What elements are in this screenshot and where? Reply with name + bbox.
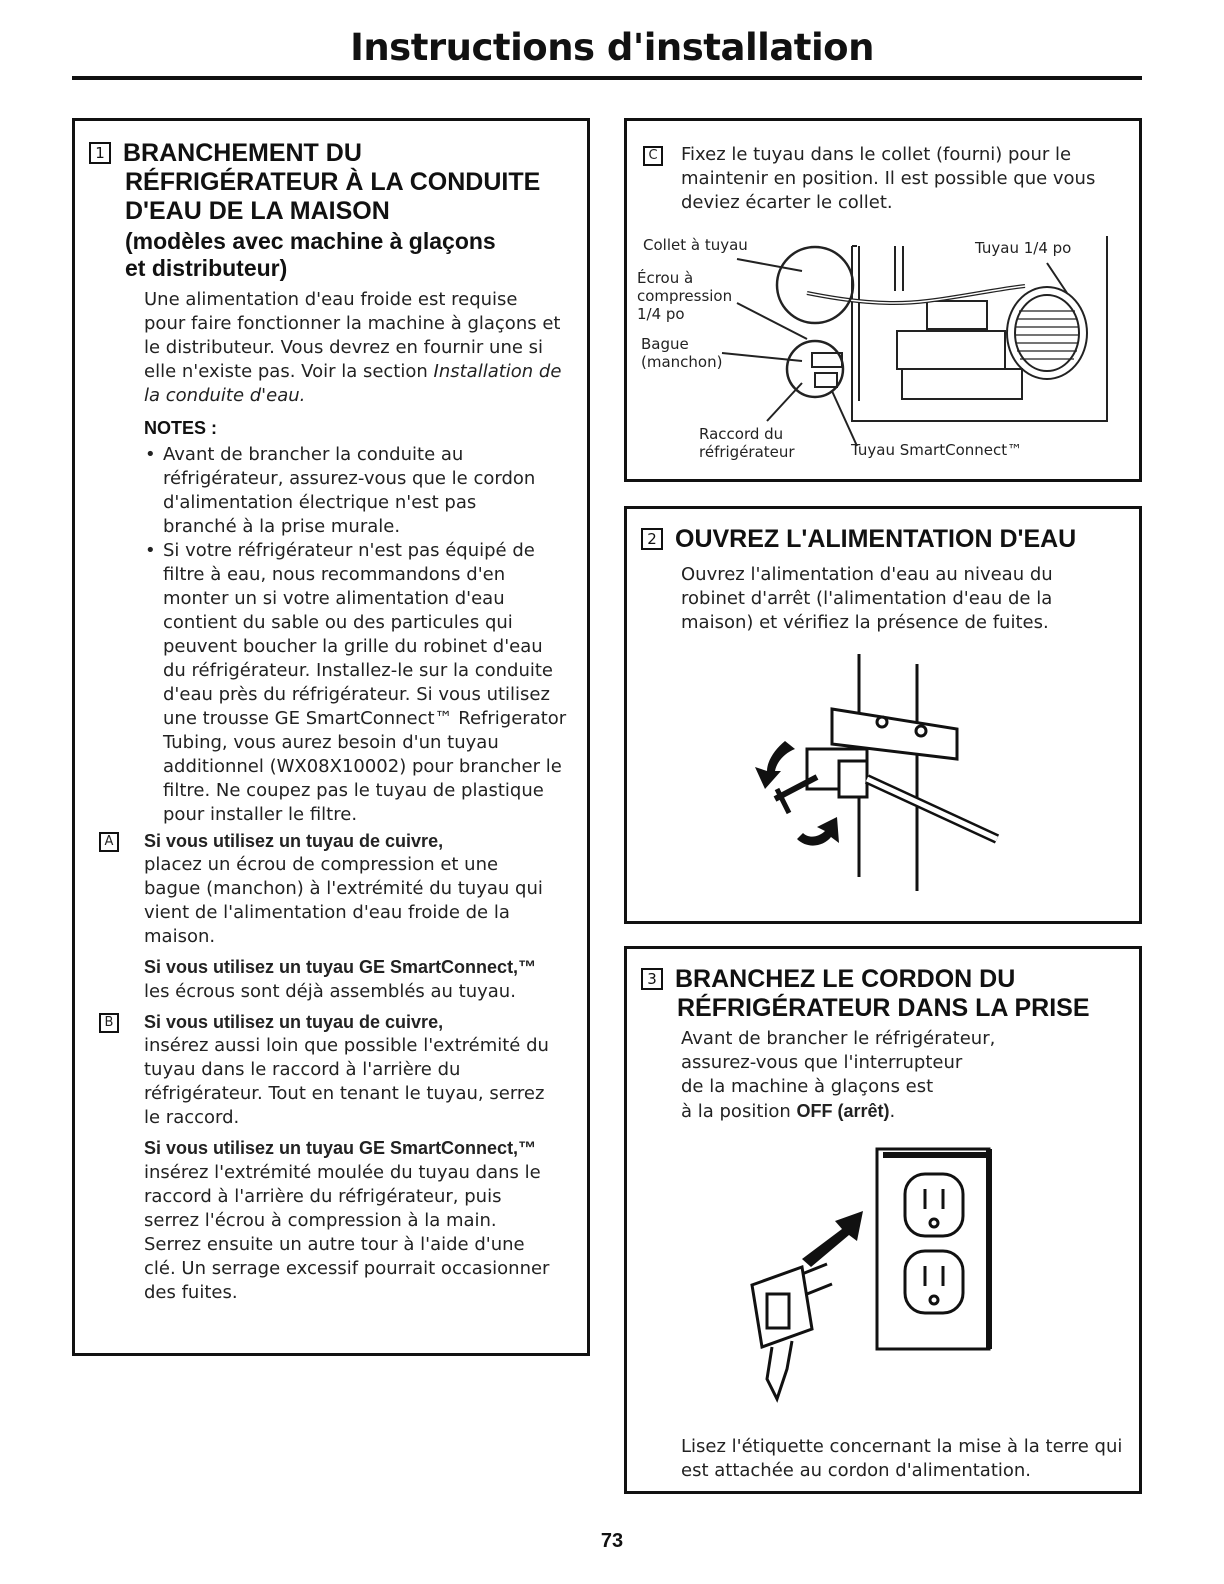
step-number-3: 3 [641,968,663,990]
section-1-heading: 1 BRANCHEMENT DU RÉFRIGÉRATEUR À LA CONDUITE D'EAU DE LA MAISON [89,139,573,226]
step-letter-c: C [643,146,663,166]
step-letter-a: A [99,832,119,852]
note-bullet: • Avant de brancher la conduite au réfrigérateur, assurez-vous que le cordon d'alimentation électrique n'est pas branché à la prise murale. [145,444,536,537]
plug-outlet-illustration [627,949,1139,1491]
step-number-1: 1 [89,142,111,164]
section-1-subheading: (modèles avec machine à glaçons et distributeur) [125,228,496,281]
page-title: Instructions d'installation [350,26,874,69]
label-bague: Bague (manchon) [641,335,723,371]
section-2-box [624,506,1142,924]
shutoff-valve-illustration [627,509,1139,921]
section-3-heading: 3 BRANCHEZ LE CORDON DU RÉFRIGÉRATEUR DANS LA PRISE [641,965,1090,1023]
section-3-text: Avant de brancher le réfrigérateur, assurez-vous que l'interrupteur de la machine à glaçons est à la position OFF (arrêt). [681,1028,996,1122]
section-3-footer: Lisez l'étiquette concernant la mise à la terre qui est attachée au cordon d'alimentation. [681,1436,1123,1481]
step-b: B Si vous utilisez un tuyau de cuivre, insérez aussi loin que possible l'extrémité du tuyau dans le raccord à l'arrière du réfrigérateur. Tout en tenant le tuyau, serrez le raccord. Si vous utilisez un tuyau GE SmartConnect,™ insérez l'extrémité moulée du tuyau dans le raccord à l'arrière du réfrigérateur, puis serrez l'écrou à compression à la main. Serrez ensuite un autre tour à l'aide d'une clé. Un serrage excessif pourrait occasionner des fuites. [89,1010,573,1305]
step-c-box [624,118,1142,482]
note-bullet: • Si votre réfrigérateur n'est pas équipé de filtre à eau, nous recommandons d'en monter un si votre alimentation d'eau contient du sable ou des particules qui peuvent boucher la grille du robinet d'eau du réfrigérateur. Installez-le sur la conduite d'eau près du réfrigérateur. Si vous utilisez une trousse GE SmartConnect™ Refrigerator Tubing, vous aurez besoin d'un tuyau additionnel (WX08X10002) pour brancher le filtre. Ne coupez pas le tuyau de plastique pour installer le filtre. [145,540,567,825]
label-ecrou: Écrou à compression 1/4 po [637,269,733,323]
notes-label: NOTES : [144,418,218,438]
title-rule [72,76,1142,80]
step-number-2: 2 [641,528,663,550]
label-tuyau: Tuyau 1/4 po [975,239,1072,257]
label-smartconnect: Tuyau SmartConnect™ [851,441,1023,459]
step-a: A Si vous utilisez un tuyau de cuivre, placez un écrou de compression et une bague (manchon) à l'extrémité du tuyau qui vient de l'alimentation d'eau froide de la maison. Si vous utilisez un tuyau GE SmartConnect,™ les écrous sont déjà assemblés au tuyau. [89,829,573,1004]
step-c-text: C Fixez le tuyau dans le collet (fourni) pour le maintenir en position. Il est possible que vous deviez écarter le collet. [681,143,1121,215]
label-raccord: Raccord du réfrigérateur [699,425,795,461]
section-2-heading: 2 OUVREZ L'ALIMENTATION D'EAU [641,525,1076,554]
step-letter-b: B [99,1013,119,1033]
section-3-box [624,946,1142,1494]
page-number: 73 [600,1530,624,1552]
label-collet: Collet à tuyau [643,236,748,254]
section-1-box [72,118,590,1356]
section-2-text: Ouvrez l'alimentation d'eau au niveau du robinet d'arrêt (l'alimentation d'eau de la maison) et vérifiez la présence de fuites. [681,564,1053,633]
section-1-intro: Une alimentation d'eau froide est requise pour faire fonctionner la machine à glaçons et le distributeur. Vous devrez en fournir une si elle n'existe pas. Voir la section Installation de la conduite d'eau. [144,289,562,406]
